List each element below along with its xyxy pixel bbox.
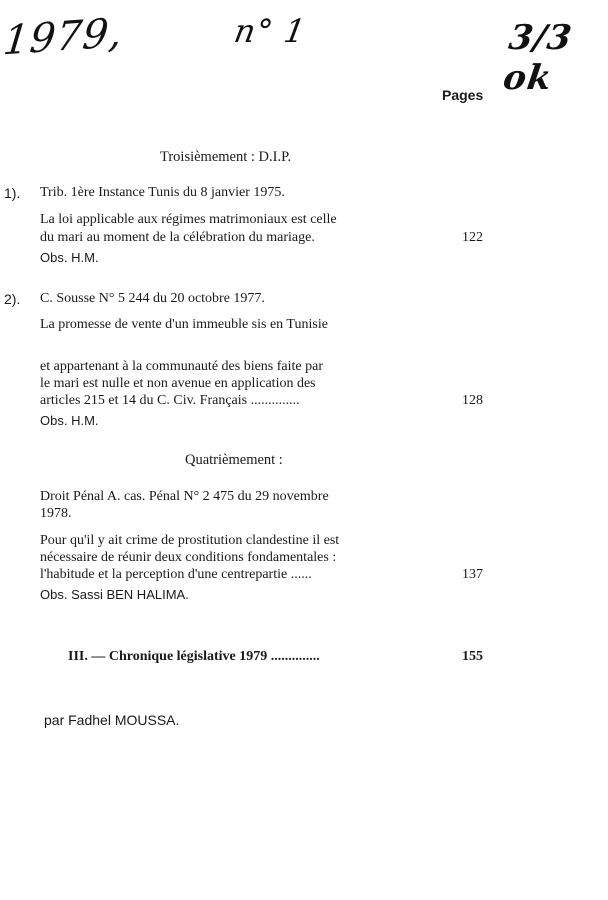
entry-text-line: articles 215 et 14 du C. Civ. Français .............. xyxy=(40,393,300,408)
entry-observation: Obs. H.M. xyxy=(40,413,99,428)
entry-page-number: 128 xyxy=(462,393,483,408)
entry-text-line: le mari est nulle et non avenue en application des xyxy=(40,376,316,391)
entry-title: C. Sousse N° 5 244 du 20 octobre 1977. xyxy=(40,291,265,306)
entry-text-line: La promesse de vente d'un immeuble sis en Tunisie xyxy=(40,317,328,332)
handwritten-reference: 3/3 ok xyxy=(500,18,575,98)
entry-observation: Obs. H.M. xyxy=(40,250,99,265)
section-heading-quatriemement: Quatrièmement : xyxy=(185,452,283,468)
entry-text-line: l'habitude et la perception d'une centrepartie ...... xyxy=(40,567,312,582)
entry-title: Trib. 1ère Instance Tunis du 8 janvier 1975. xyxy=(40,185,285,200)
handwritten-issue-number: n° 1 xyxy=(231,12,310,50)
handwritten-year: 1979, xyxy=(1,9,126,65)
entry-text-line: La loi applicable aux régimes matrimoniaux est celle xyxy=(40,212,337,227)
entry-number: 1). xyxy=(4,185,21,201)
chronique-legislative-entry: III. — Chronique législative 1979 .............. xyxy=(68,649,320,664)
entry-title-line: Droit Pénal A. cas. Pénal N° 2 475 du 29 novembre xyxy=(40,489,329,504)
entry-number: 2). xyxy=(4,291,21,307)
entry-text-line: du mari au moment de la célébration du mariage. xyxy=(40,230,315,245)
section-heading-dip: Troisièmement : D.I.P. xyxy=(160,149,292,165)
entry-page-number: 137 xyxy=(462,567,483,582)
entry-observation: Obs. Sassi BEN HALIMA. xyxy=(40,587,189,602)
entry-title-line: 1978. xyxy=(40,506,72,521)
entry-text-line: nécessaire de réunir deux conditions fondamentales : xyxy=(40,550,337,565)
pages-column-header: Pages xyxy=(442,87,484,103)
entry-page-number: 122 xyxy=(462,230,483,245)
entry-text-line: et appartenant à la communauté des biens faite par xyxy=(40,359,323,374)
entry-text-line: Pour qu'il y ait crime de prostitution clandestine il est xyxy=(40,533,340,548)
chronique-page-number: 155 xyxy=(462,649,483,664)
author-line: par Fadhel MOUSSA. xyxy=(44,712,180,728)
